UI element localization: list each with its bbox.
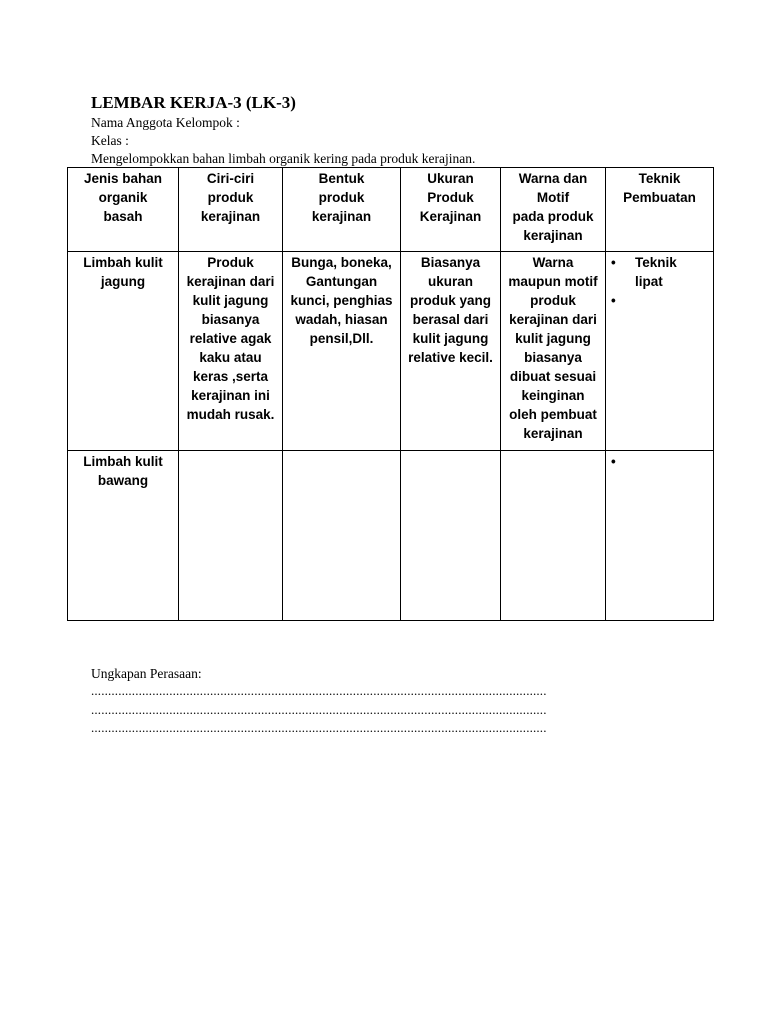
header-text: Produk xyxy=(427,190,474,205)
cell-characteristics xyxy=(179,252,283,451)
cell-text: biasanya xyxy=(524,350,582,365)
cell-size xyxy=(401,252,501,451)
cell-technique xyxy=(606,451,714,621)
header-text: kerajinan xyxy=(311,209,372,224)
cell-text: Gantungan xyxy=(305,274,378,289)
header-text: Bentuk xyxy=(318,171,365,186)
feelings-line: ...................................................................................................................................... xyxy=(91,720,547,735)
cell-text: lipat xyxy=(635,274,663,289)
cell-characteristics xyxy=(179,451,283,621)
cell-material xyxy=(68,252,179,451)
cell-text: produk yang xyxy=(409,293,491,308)
header-cell-size xyxy=(401,168,501,252)
header-cell-material xyxy=(68,168,179,252)
header-text: kerajinan xyxy=(523,228,583,243)
header-text: pada produk xyxy=(512,209,594,224)
cell-text: keinginan xyxy=(521,388,585,403)
cell-material xyxy=(68,451,179,621)
cell-text: Produk xyxy=(207,255,254,270)
cell-text: oleh pembuat xyxy=(509,407,597,422)
cell-text: biasanya xyxy=(201,312,260,327)
cell-text: wadah, hiasan xyxy=(295,312,388,327)
cell-text: berasal dari xyxy=(412,312,489,327)
header-text: Pembuatan xyxy=(623,190,696,205)
header-text: produk xyxy=(318,190,365,205)
header-text: Ciri-ciri xyxy=(206,171,255,186)
header-text: produk xyxy=(207,190,254,205)
cell-text: Bunga, boneka, xyxy=(291,255,392,270)
cell-color-motif xyxy=(501,252,606,451)
cell-text: Teknik xyxy=(635,255,677,270)
cell-text: kerajinan xyxy=(523,426,583,441)
header-text: Motif xyxy=(536,190,570,205)
cell-shape xyxy=(283,451,401,621)
cell-text: kunci, penghias xyxy=(290,293,393,308)
cell-text: relative agak xyxy=(189,331,272,346)
list-item xyxy=(609,253,710,291)
header-text: Kerajinan xyxy=(419,209,482,224)
cell-text: keras ,serta xyxy=(192,369,269,384)
table-row xyxy=(68,451,714,621)
cell-text: pensil,Dll. xyxy=(309,331,374,346)
table-row xyxy=(68,252,714,451)
cell-color-motif xyxy=(501,451,606,621)
feelings-line: ...................................................................................................................................... xyxy=(91,702,547,717)
class-label: Kelas : xyxy=(91,133,129,148)
header-cell-characteristics xyxy=(179,168,283,252)
list-item xyxy=(609,452,710,471)
header-text: Jenis bahan xyxy=(83,171,163,186)
header-text: Ukuran xyxy=(427,171,474,186)
header-text: Warna dan xyxy=(518,171,588,186)
cell-text: bawang xyxy=(97,473,149,488)
cell-text: kerajinan dari xyxy=(509,312,597,327)
list-item xyxy=(609,291,710,310)
header-cell-color-motif xyxy=(501,168,606,252)
cell-text: Biasanya xyxy=(420,255,481,270)
worksheet-title: LEMBAR KERJA-3 (LK-3) xyxy=(91,93,296,112)
group-members-label: Nama Anggota Kelompok : xyxy=(91,115,240,130)
cell-text: ukuran xyxy=(427,274,473,289)
technique-list xyxy=(609,452,710,471)
cell-text: maupun motif xyxy=(508,274,598,289)
worksheet-table xyxy=(67,167,714,621)
header-text: kerajinan xyxy=(200,209,261,224)
cell-text: kaku atau xyxy=(199,350,262,365)
header-cell-shape xyxy=(283,168,401,252)
cell-text: kulit jagung xyxy=(192,293,269,308)
table-header-row xyxy=(68,168,714,252)
cell-text: kerajinan dari xyxy=(186,274,275,289)
cell-text: kulit jagung xyxy=(515,331,591,346)
cell-text: Warna xyxy=(532,255,574,270)
cell-technique xyxy=(606,252,714,451)
cell-text: relative kecil. xyxy=(408,350,493,365)
cell-text: kulit jagung xyxy=(412,331,489,346)
feelings-line: ...................................................................................................................................... xyxy=(91,683,547,698)
instruction-text: Mengelompokkan bahan limbah organik kering pada produk kerajinan. xyxy=(91,151,476,166)
cell-text: kerajinan ini xyxy=(191,388,270,403)
cell-text: produk xyxy=(530,293,576,308)
cell-text: Limbah kulit xyxy=(83,255,163,270)
header-cell-technique xyxy=(606,168,714,252)
cell-text: dibuat sesuai xyxy=(509,369,597,384)
feelings-label: Ungkapan Perasaan: xyxy=(91,666,202,681)
cell-text: mudah rusak. xyxy=(186,407,275,422)
cell-shape xyxy=(283,252,401,451)
header-text: organik xyxy=(98,190,148,205)
technique-list xyxy=(609,253,710,310)
header-text: Teknik xyxy=(638,171,681,186)
cell-text: jagung xyxy=(100,274,146,289)
cell-size xyxy=(401,451,501,621)
cell-text: Limbah kulit xyxy=(83,454,163,469)
header-text: basah xyxy=(103,209,143,224)
